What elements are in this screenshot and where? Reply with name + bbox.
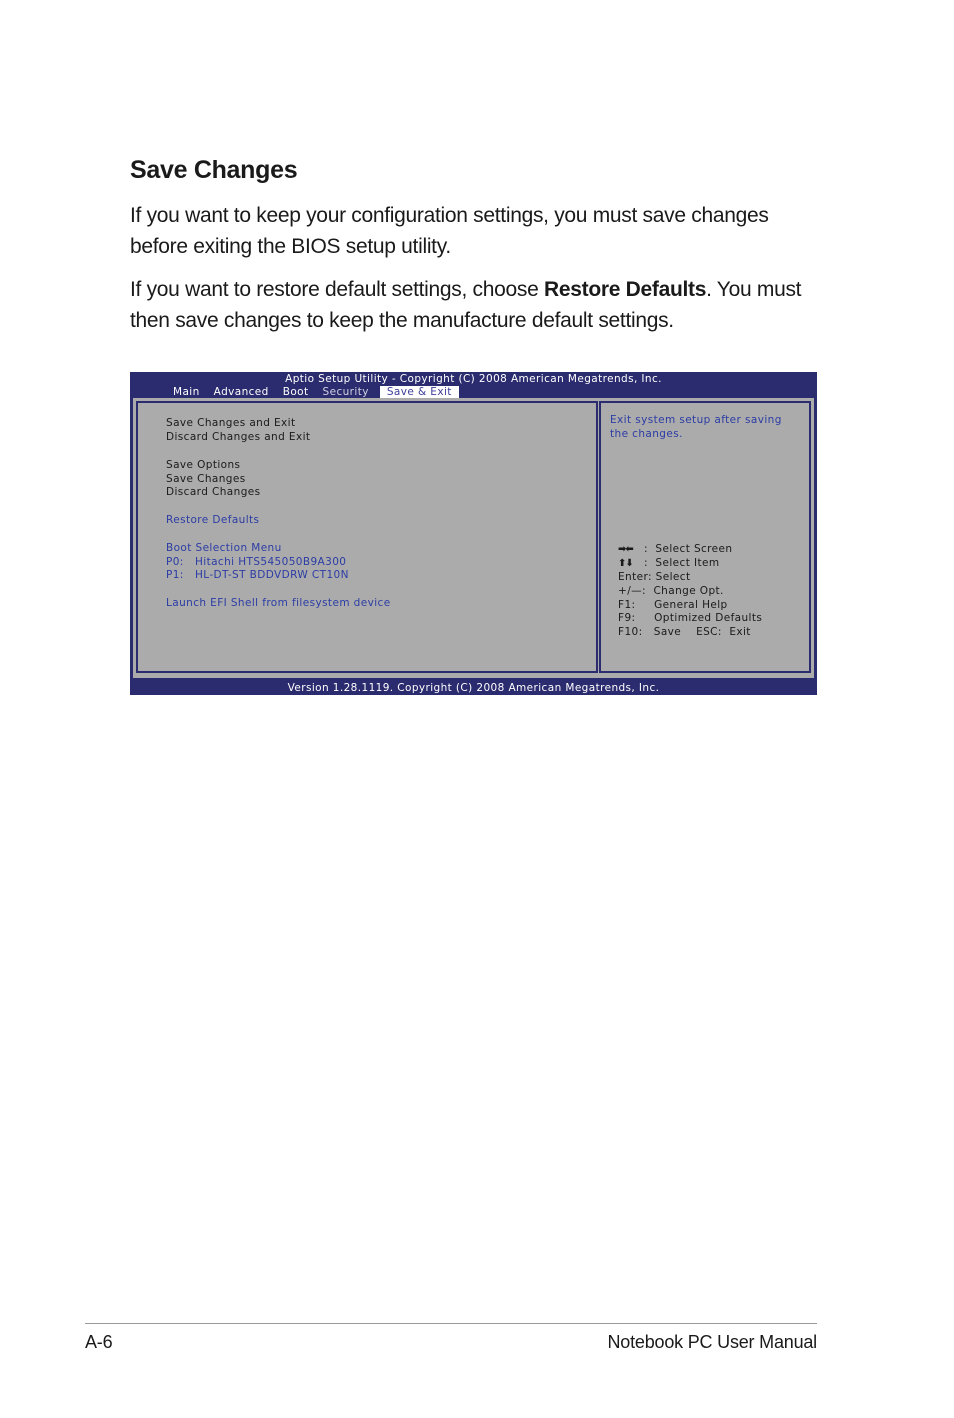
bios-help-pane xyxy=(599,401,811,673)
key-hint-change-opt: +/—: Change Opt. xyxy=(618,585,724,597)
restore-defaults-emphasis: Restore Defaults xyxy=(544,278,707,301)
key-hint-save-exit: F10: Save ESC: Exit xyxy=(618,626,751,638)
menu-item-discard-changes[interactable]: Discard Changes xyxy=(166,486,261,498)
bios-tab-main[interactable]: Main xyxy=(173,386,200,398)
bios-tab-save-exit[interactable]: Save & Exit xyxy=(380,386,459,399)
bios-tab-boot[interactable]: Boot xyxy=(282,386,309,398)
menu-item-boot-p0[interactable]: P0: Hitachi HTS545050B9A300 xyxy=(166,556,347,568)
key-hint-text: : Select Screen xyxy=(644,543,733,555)
bios-screenshot xyxy=(130,372,817,695)
manual-title: Notebook PC User Manual xyxy=(607,1332,817,1352)
menu-item-save-changes-and-exit[interactable]: Save Changes and Exit xyxy=(166,417,296,429)
menu-item-discard-changes-and-exit[interactable]: Discard Changes and Exit xyxy=(166,431,311,443)
bios-tab-security[interactable]: Security xyxy=(322,386,369,398)
page-number: A-6 xyxy=(85,1332,113,1352)
key-hint-text: : Select Item xyxy=(644,557,720,569)
intro-paragraph: If you want to keep your configuration settings, you must save changes before exiting the BIOS setup utility. xyxy=(130,204,769,258)
menu-section-boot-selection: Boot Selection Menu xyxy=(166,542,282,554)
bios-title: Aptio Setup Utility - Copyright (C) 2008 American Megatrends, Inc. xyxy=(285,373,662,385)
key-hint-general-help: F1: General Help xyxy=(618,599,728,611)
menu-item-save-changes[interactable]: Save Changes xyxy=(166,473,246,485)
help-description: Exit system setup after saving the changes. xyxy=(610,414,782,440)
restore-paragraph-end: . You must then save changes to keep the manufacture default settings. xyxy=(130,278,802,332)
page-heading: Save Changes xyxy=(130,156,298,184)
bios-menu-pane xyxy=(136,401,598,673)
restore-paragraph-start: If you want to restore default settings, choose xyxy=(130,278,545,301)
footer-divider xyxy=(85,1323,817,1324)
bios-tab-advanced[interactable]: Advanced xyxy=(213,386,269,398)
left-right-arrows-icon: ➡⬅ xyxy=(618,544,633,555)
key-hint-optimized-defaults: F9: Optimized Defaults xyxy=(618,612,763,624)
menu-item-launch-efi-shell[interactable]: Launch EFI Shell from filesystem device xyxy=(166,597,391,609)
menu-section-save-options: Save Options xyxy=(166,459,241,471)
restore-paragraph xyxy=(130,274,830,336)
key-hint-enter: Enter: Select xyxy=(618,571,691,583)
bios-main-panel xyxy=(133,398,814,678)
bios-version-footer: Version 1.28.1119. Copyright (C) 2008 American Megatrends, Inc. xyxy=(287,682,660,694)
up-down-arrows-icon: ⬆⬇ xyxy=(618,558,633,569)
key-hint-select-screen xyxy=(618,543,732,556)
menu-item-restore-defaults[interactable]: Restore Defaults xyxy=(166,514,260,526)
menu-item-boot-p1[interactable]: P1: HL-DT-ST BDDVDRW CT10N xyxy=(166,569,349,581)
key-hint-select-item xyxy=(618,557,719,570)
